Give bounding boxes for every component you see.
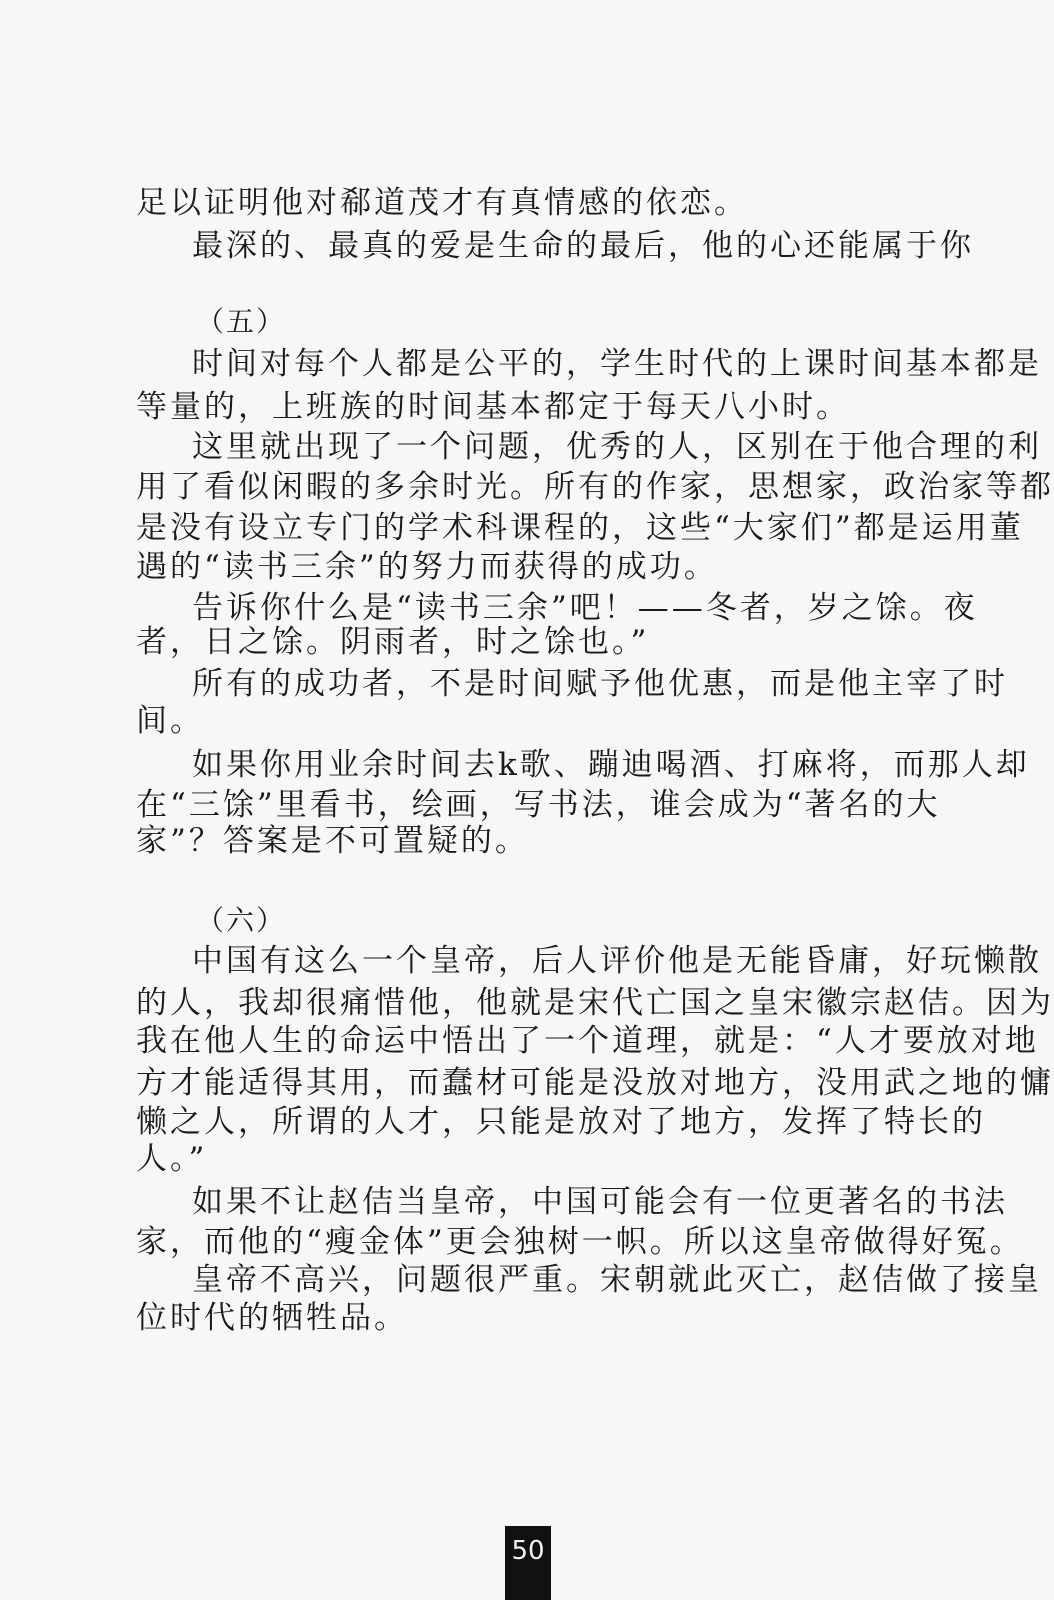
text-line: 这里就出现了一个问题，优秀的人，区别在于他合理的利 xyxy=(192,429,1042,465)
text-line: 家”？答案是不可置疑的。 xyxy=(136,823,529,859)
section-heading: （五） xyxy=(196,305,287,338)
text-line: 皇帝不高兴，问题很严重。宋朝就此灭亡，赵佶做了接皇 xyxy=(192,1262,1042,1298)
text-line: 位时代的牺牲品。 xyxy=(136,1300,408,1336)
page-number: 50 xyxy=(505,1526,551,1600)
text-line: 是没有设立专门的学术科课程的，这些“大家们”都是运用董 xyxy=(136,510,1024,546)
text-line: 间。 xyxy=(136,703,204,739)
text-line: 者，日之馀。阴雨者，时之馀也。” xyxy=(136,624,650,660)
text-line: 中国有这么一个皇帝，后人评价他是无能昏庸，好玩懒散 xyxy=(192,943,1042,979)
text-line: 在“三馀”里看书，绘画，写书法，谁会成为“著名的大 xyxy=(136,787,941,823)
text-line: 懒之人，所谓的人才，只能是放对了地方，发挥了特长的 xyxy=(136,1104,986,1140)
text-line: 告诉你什么是“读书三余”吧！——冬者，岁之馀。夜 xyxy=(192,590,978,626)
text-line: 的人，我却很痛惜他，他就是宋代亡国之皇宋徽宗赵佶。因为 xyxy=(136,985,1054,1021)
text-line: 家，而他的“瘦金体”更会独树一帜。所以这皇帝做得好冤。 xyxy=(136,1224,1024,1260)
section-heading: （六） xyxy=(196,904,287,937)
text-line: 人。” xyxy=(136,1141,208,1177)
text-line: 方才能适得其用，而蠢材可能是没放对地方，没用武之地的慵 xyxy=(136,1065,1054,1101)
text-line: 如果不让赵佶当皇帝，中国可能会有一位更著名的书法 xyxy=(192,1184,1008,1220)
text-line: 如果你用业余时间去k歌、蹦迪喝酒、打麻将，而那人却 xyxy=(192,747,1030,783)
text-line: 所有的成功者，不是时间赋予他优惠，而是他主宰了时 xyxy=(192,666,1008,702)
text-line: 用了看似闲暇的多余时光。所有的作家，思想家，政治家等都 xyxy=(136,469,1054,505)
text-line: 等量的，上班族的时间基本都定于每天八小时。 xyxy=(136,389,850,425)
text-line: 最深的、最真的爱是生命的最后，他的心还能属于你 xyxy=(192,228,974,264)
text-line: 足以证明他对郗道茂才有真情感的依恋。 xyxy=(136,185,748,221)
text-line: 时间对每个人都是公平的，学生时代的上课时间基本都是 xyxy=(192,346,1042,382)
text-line: 遇的“读书三余”的努力而获得的成功。 xyxy=(136,549,718,585)
text-line: 我在他人生的命运中悟出了一个道理，就是：“人才要放对地 xyxy=(136,1023,1039,1059)
